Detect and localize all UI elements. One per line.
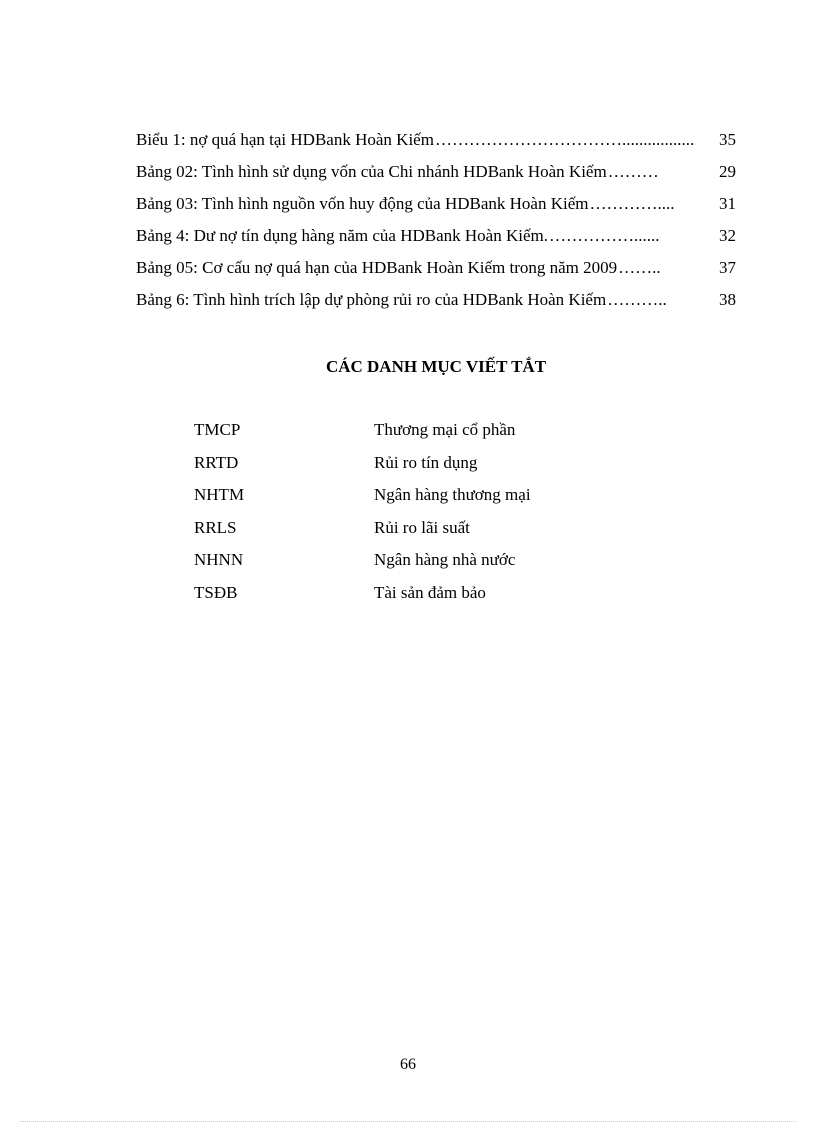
abbreviation-row bbox=[194, 420, 674, 453]
abbreviation-row bbox=[194, 453, 674, 486]
table-of-figures bbox=[136, 130, 736, 322]
abbreviation-meaning: Ngân hàng nhà nước bbox=[374, 550, 516, 569]
page-bottom-divider bbox=[20, 1121, 796, 1122]
toc-entry bbox=[136, 258, 736, 290]
section-heading: CÁC DANH MỤC VIẾT TẮT bbox=[325, 357, 547, 376]
page-number: 66 bbox=[400, 1056, 416, 1073]
abbreviation-row bbox=[194, 485, 674, 518]
toc-entry-leader: ……………………………................. bbox=[434, 130, 695, 149]
abbreviation-meaning: Tài sản đảm bảo bbox=[374, 582, 486, 602]
toc-entry-leader: ……… bbox=[607, 162, 659, 181]
toc-entry-title: Bảng 03: Tình hình nguồn vốn huy động của HDBank Hoàn Kiếm bbox=[136, 194, 589, 213]
toc-entry-title: Bảng 05: Cơ cấu nợ quá hạn của HDBank Hoàn Kiếm trong năm 2009 bbox=[136, 258, 618, 277]
toc-entry-page: 38 bbox=[719, 290, 736, 309]
abbreviation-code: NHNN bbox=[194, 550, 244, 569]
abbreviation-meaning: Rủi ro tín dụng bbox=[374, 452, 478, 472]
toc-entry-title: Bảng 4: Dư nợ tín dụng hàng năm của HDBank Hoàn Kiếm. bbox=[136, 226, 548, 245]
toc-entry-title: Bảng 6: Tình hình trích lập dự phòng rủi ro của HDBank Hoàn Kiếm bbox=[136, 290, 607, 309]
toc-entry-title: Biểu 1: nợ quá hạn tại HDBank Hoàn Kiếm bbox=[136, 130, 434, 149]
abbreviation-meaning: Rủi ro lãi suất bbox=[374, 517, 470, 537]
abbreviation-code: TMCP bbox=[194, 420, 241, 439]
abbreviation-row bbox=[194, 518, 674, 551]
toc-entry-leader: …….. bbox=[618, 258, 661, 277]
toc-entry bbox=[136, 130, 736, 162]
abbreviation-code: NHTM bbox=[194, 485, 245, 504]
toc-entry bbox=[136, 162, 736, 194]
toc-entry-page: 31 bbox=[719, 194, 736, 213]
toc-entry-page: 35 bbox=[719, 130, 736, 149]
abbreviation-meaning: Ngân hàng thương mại bbox=[374, 485, 531, 504]
toc-entry-page: 29 bbox=[719, 162, 736, 181]
abbreviation-row bbox=[194, 550, 674, 583]
abbreviation-meaning: Thương mại cổ phần bbox=[374, 420, 516, 439]
abbreviation-code: RRLS bbox=[194, 517, 237, 537]
toc-entry-title: Bảng 02: Tình hình sử dụng vốn của Chi nhánh HDBank Hoàn Kiếm bbox=[136, 162, 607, 181]
abbreviation-code: TSĐB bbox=[194, 582, 238, 602]
abbreviation-code: RRTD bbox=[194, 452, 239, 472]
toc-entry-page: 37 bbox=[719, 258, 736, 277]
toc-entry bbox=[136, 226, 736, 258]
toc-entry bbox=[136, 290, 736, 322]
abbreviation-list bbox=[194, 420, 674, 615]
toc-entry-leader: ……….. bbox=[607, 290, 667, 309]
toc-entry-leader: ………….... bbox=[589, 194, 675, 213]
toc-entry-leader: ……………...... bbox=[548, 226, 660, 245]
toc-entry-page: 32 bbox=[719, 226, 736, 245]
toc-entry bbox=[136, 194, 736, 226]
abbreviation-row bbox=[194, 583, 674, 616]
